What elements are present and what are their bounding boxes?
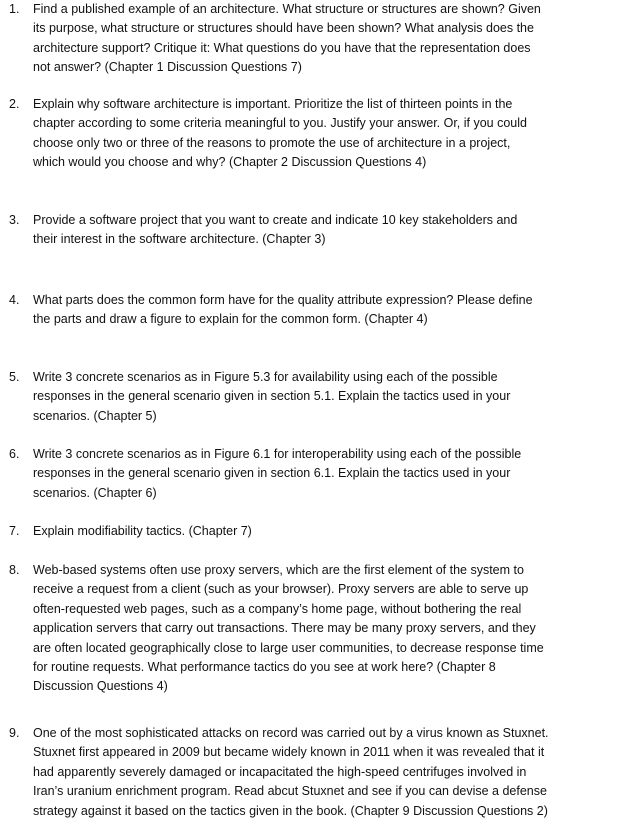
text-line: the parts and draw a figure to explain for the common form. (Chapter 4) bbox=[33, 312, 428, 327]
text-line: are often located geographically close to large user communities, to decrease response time bbox=[33, 640, 544, 655]
text-line: for routine requests. What performance tactics do you see at work here? (Chapter 8 bbox=[33, 660, 496, 675]
text-line: strategy against it based on the tactics given in the book. (Chapter 9 Discussion Questions 2) bbox=[33, 803, 548, 818]
text-line: Web-based systems often use proxy servers, which are the first element of the system to bbox=[33, 563, 524, 577]
question-number: 4. bbox=[9, 293, 20, 307]
text-line: chapter according to some criteria meaningful to you. Justify your answer. Or, if you could bbox=[33, 116, 527, 131]
question-number: 3. bbox=[9, 213, 20, 227]
text-line: scenarios. (Chapter 5) bbox=[33, 408, 157, 423]
text-line: Explain modifiability tactics. (Chapter 7) bbox=[33, 524, 252, 538]
text-line: Provide a software project that you want to create and indicate 10 key stakeholders and bbox=[33, 213, 518, 227]
text-line: choose only two or three of the reasons to promote the use of architecture in a project, bbox=[33, 135, 511, 150]
text-line: Iran’s uranium enrichment program. Read abcut Stuxnet and see if you can devise a defense bbox=[33, 784, 547, 799]
text-line: not answer? (Chapter 1 Discussion Questions 7) bbox=[33, 60, 302, 75]
question-number: 6. bbox=[9, 447, 20, 461]
text-line: responses in the general scenario given in section 6.1. Explain the tactics used in your bbox=[33, 466, 511, 481]
question-text bbox=[33, 211, 613, 250]
text-line: had apparently severely damaged or incapacitated the high-speed centrifuges involved in bbox=[33, 764, 527, 779]
question-text bbox=[33, 95, 613, 173]
question-number: 2. bbox=[9, 97, 20, 111]
question-text bbox=[33, 445, 613, 503]
text-line: Write 3 concrete scenarios as in Figure 6.1 for interoperability using each of the possible bbox=[33, 447, 522, 461]
text-line: Explain why software architecture is important. Prioritize the list of thirteen points in the bbox=[33, 97, 513, 111]
text-line: scenarios. (Chapter 6) bbox=[33, 485, 157, 500]
text-line: its purpose, what structure or structures should have been shown? What analysis does the bbox=[33, 21, 534, 36]
question-number: 7. bbox=[9, 524, 20, 538]
question-text bbox=[33, 724, 613, 821]
text-line: Stuxnet first appeared in 2009 but became widely known in 2011 when it was revealed that it bbox=[33, 745, 545, 760]
text-line: which would you choose and why? (Chapter 2 Discussion Questions 4) bbox=[33, 155, 427, 170]
question-number: 5. bbox=[9, 370, 20, 384]
question-text bbox=[33, 368, 613, 426]
question-text bbox=[33, 522, 613, 541]
question-text bbox=[33, 0, 613, 78]
text-line: Discussion Questions 4) bbox=[33, 679, 168, 694]
question-text bbox=[33, 291, 613, 330]
text-line: Write 3 concrete scenarios as in Figure 5.3 for availability using each of the possible bbox=[33, 370, 498, 384]
text-line: often-requested web pages, such as a company’s home page, without bothering the real bbox=[33, 601, 522, 616]
question-number: 9. bbox=[9, 726, 20, 740]
text-line: architecture support? Critique it: What questions do you have that the representation does bbox=[33, 40, 531, 55]
text-line: What parts does the common form have for the quality attribute expression? Please define bbox=[33, 293, 533, 307]
text-line: their interest in the software architecture. (Chapter 3) bbox=[33, 232, 326, 247]
question-number: 1. bbox=[9, 2, 20, 16]
question-text bbox=[33, 561, 613, 697]
text-line: Find a published example of an architecture. What structure or structures are shown? Given bbox=[33, 2, 541, 16]
text-line: application servers that carry out transactions. There may be many proxy servers, and they bbox=[33, 621, 536, 636]
text-line: receive a request from a client (such as your browser). Proxy servers are able to serve up bbox=[33, 582, 529, 597]
text-line: One of the most sophisticated attacks on record was carried out by a virus known as Stuxnet. bbox=[33, 726, 549, 740]
text-line: responses in the general scenario given in section 5.1. Explain the tactics used in your bbox=[33, 389, 511, 404]
question-number: 8. bbox=[9, 563, 20, 577]
